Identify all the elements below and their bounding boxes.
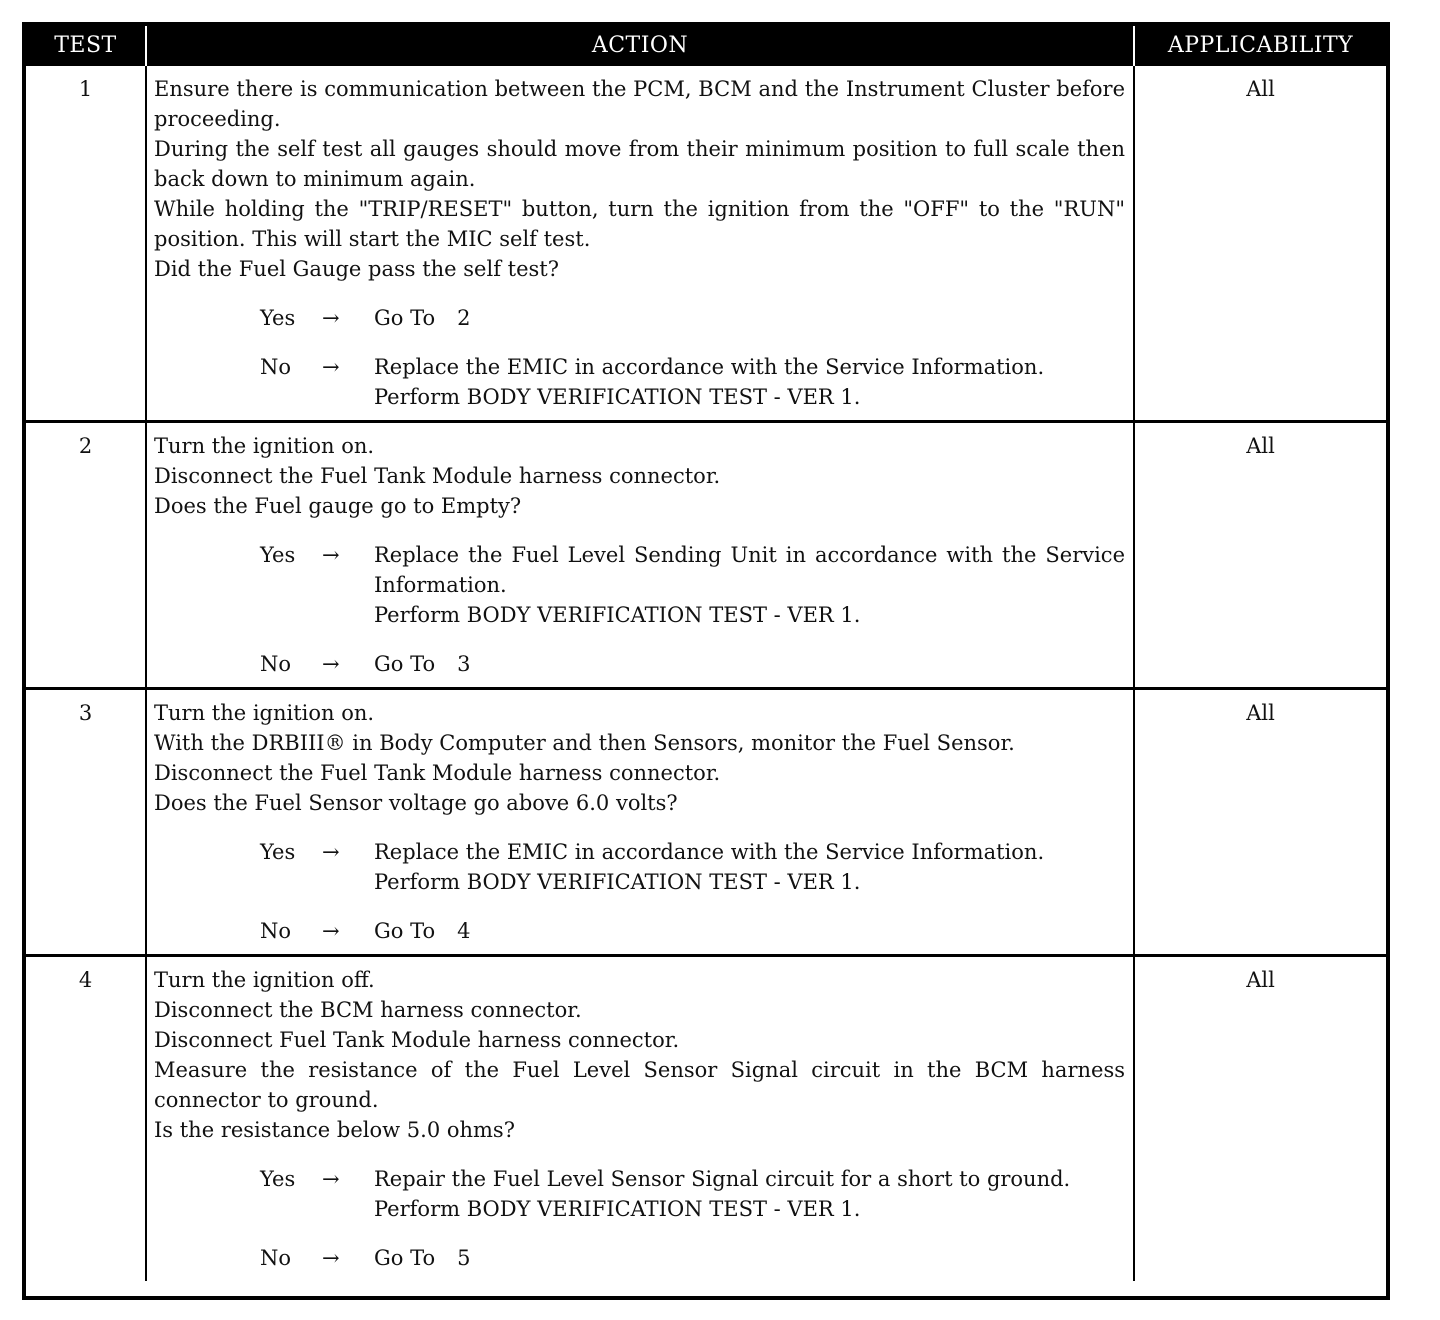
answer-block [154,303,1125,412]
answer-yes [154,837,1125,897]
action-step: Turn the ignition on. [154,434,375,458]
answer-line: Perform BODY VERIFICATION TEST - VER 1. [374,385,861,409]
table-row [26,689,1386,956]
table-row [26,956,1386,1282]
answer-line: Replace the EMIC in accordance with the Service Information. [374,840,1045,864]
answer-yes [154,1164,1125,1224]
answer-label: No [260,919,292,943]
applicability: All [1134,956,1386,1282]
test-number: 4 [26,956,146,1282]
answer-line: Replace the EMIC in accordance with the Service Information. [374,355,1045,379]
goto-label: Go To [374,919,436,943]
answer-block [154,837,1125,946]
answer-no [154,649,1125,679]
answer-label: Yes [260,306,296,330]
answer-line: Replace the Fuel Level Sending Unit in accordance with the Service Information. [374,543,1125,597]
action-step: Turn the ignition off. [154,968,375,992]
action-step: Is the resistance below 5.0 ohms? [154,1118,515,1142]
diagnostic-table-frame [22,22,1390,1300]
answer-text [374,649,1125,679]
goto-label: Go To [374,1246,436,1270]
arrow-icon: → [322,1246,340,1270]
answer-block [154,1164,1125,1273]
answer-text [374,303,1125,333]
header-action: ACTION [146,26,1134,65]
answer-text [374,352,1125,412]
applicability: All [1134,689,1386,956]
goto-label: Go To [374,652,436,676]
action-step: Turn the ignition on. [154,701,375,725]
answer-yes [154,540,1125,630]
test-number: 3 [26,689,146,956]
action-step: Does the Fuel gauge go to Empty? [154,494,522,518]
action-step: Measure the resistance of the Fuel Level Sensor Signal circuit in the BCM harness connector to ground. [154,1058,1125,1112]
arrow-icon: → [322,355,340,379]
action-step: During the self test all gauges should move from their minimum position to full scale then back down to minimum again. [154,137,1125,191]
answer-label: No [260,355,292,379]
table-body [26,65,1386,1281]
applicability: All [1134,422,1386,689]
answer-label: Yes [260,543,296,567]
action-step: With the DRBIII® in Body Computer and then Sensors, monitor the Fuel Sensor. [154,731,1015,755]
header-test: TEST [26,26,146,65]
action-cell [146,422,1134,689]
goto-number: 3 [457,652,471,676]
arrow-icon: → [322,652,340,676]
action-step: Ensure there is communication between the PCM, BCM and the Instrument Cluster before proceeding. [154,77,1125,131]
arrow-icon: → [322,919,340,943]
action-step: Disconnect Fuel Tank Module harness connector. [154,1028,680,1052]
answer-label: No [260,652,292,676]
answer-text [374,1243,1125,1273]
action-step: Disconnect the Fuel Tank Module harness connector. [154,761,721,785]
answer-text [374,1164,1125,1224]
applicability: All [1134,65,1386,422]
action-step: Disconnect the Fuel Tank Module harness connector. [154,464,721,488]
answer-text [374,837,1125,897]
arrow-icon: → [322,840,340,864]
test-number: 2 [26,422,146,689]
action-cell [146,689,1134,956]
answer-block [154,540,1125,679]
answer-label: Yes [260,1167,296,1191]
action-cell [146,956,1134,1282]
test-number: 1 [26,65,146,422]
answer-line: Repair the Fuel Level Sensor Signal circuit for a short to ground. [374,1167,1071,1191]
action-step: Does the Fuel Sensor voltage go above 6.0 volts? [154,791,678,815]
goto-label: Go To [374,306,436,330]
table-row [26,65,1386,422]
answer-no [154,352,1125,412]
goto-number: 2 [457,306,471,330]
action-step: While holding the "TRIP/RESET" button, turn the ignition from the "OFF" to the "RUN" position. This will start the MIC self test. [154,197,1125,251]
answer-line: Perform BODY VERIFICATION TEST - VER 1. [374,870,861,894]
table-row [26,422,1386,689]
answer-no [154,1243,1125,1273]
answer-line: Perform BODY VERIFICATION TEST - VER 1. [374,1197,861,1221]
answer-no [154,916,1125,946]
action-step: Disconnect the BCM harness connector. [154,998,582,1022]
answer-line: Perform BODY VERIFICATION TEST - VER 1. [374,603,861,627]
arrow-icon: → [322,543,340,567]
goto-number: 5 [457,1246,471,1270]
action-cell [146,65,1134,422]
header-applicability: APPLICABILITY [1134,26,1386,65]
answer-label: Yes [260,840,296,864]
arrow-icon: → [322,306,340,330]
answer-label: No [260,1246,292,1270]
diagnostic-table [26,26,1386,1281]
answer-text [374,916,1125,946]
goto-number: 4 [457,919,471,943]
answer-text [374,540,1125,630]
table-header-row [26,26,1386,65]
arrow-icon: → [322,1167,340,1191]
action-step: Did the Fuel Gauge pass the self test? [154,257,559,281]
answer-yes [154,303,1125,333]
